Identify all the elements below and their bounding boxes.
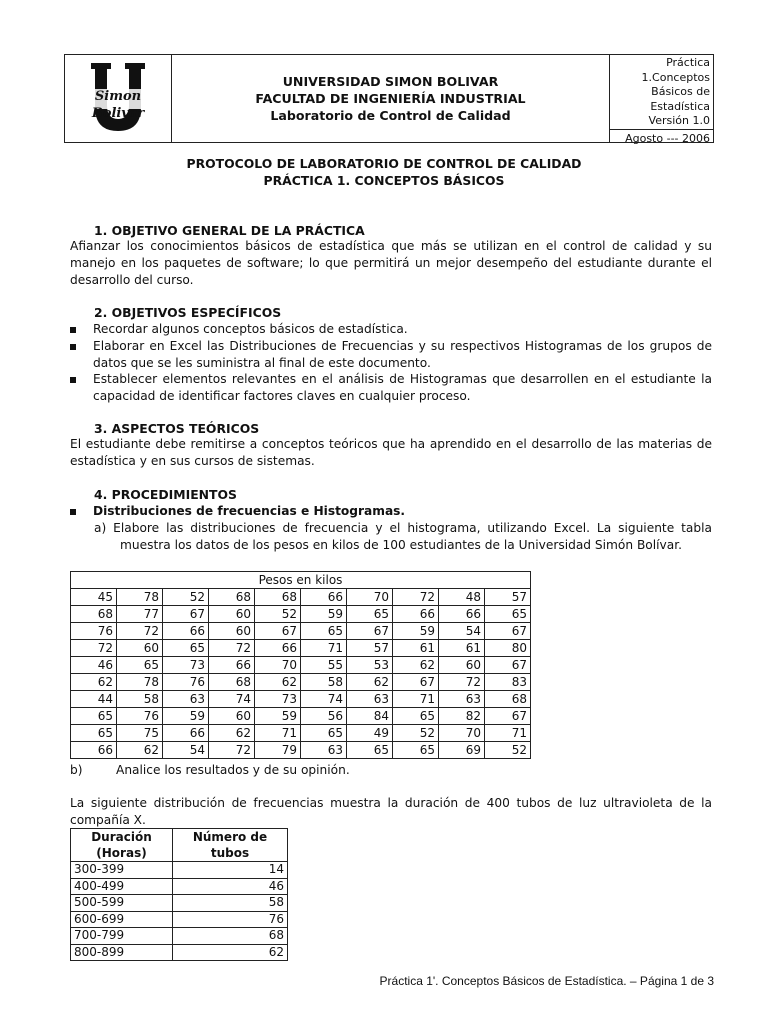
table-cell: 60 (209, 708, 255, 725)
table-cell: 46 (173, 878, 288, 895)
table-cell: 62 (71, 674, 117, 691)
procedure-b-label: b) (70, 763, 83, 777)
table-row (71, 572, 531, 589)
table-row (71, 862, 288, 879)
table-cell: 400-499 (71, 878, 173, 895)
table-cell: 67 (393, 674, 439, 691)
table-cell: 66 (255, 640, 301, 657)
table-row (71, 928, 288, 945)
table-cell: 74 (301, 691, 347, 708)
table-cell: 72 (209, 640, 255, 657)
table-row (71, 911, 288, 928)
table-cell: 500-599 (71, 895, 173, 912)
table-row (71, 708, 531, 725)
duration-table (70, 828, 288, 961)
table-cell: 59 (301, 606, 347, 623)
table-cell: 84 (347, 708, 393, 725)
table-cell: 62 (209, 725, 255, 742)
procedure-a-text: a) Elabore las distribuciones de frecuencia y el histograma, utilizando Excel. La siguiente tabla muestra los datos de los pesos en kilos de 100 estudiantes de la Universidad Simón Bolívar. (94, 521, 712, 552)
subsection-heading: Distribuciones de frecuencias e Histogramas. (93, 504, 406, 518)
table-cell: 62 (173, 944, 288, 961)
table-cell: 59 (163, 708, 209, 725)
table-cell: 62 (117, 742, 163, 759)
table-cell: 60 (439, 657, 485, 674)
table-cell: 83 (485, 674, 531, 691)
table-cell: 71 (301, 640, 347, 657)
table-cell: 66 (163, 725, 209, 742)
duration-table-body (71, 862, 288, 961)
table-cell: 69 (439, 742, 485, 759)
table-row (71, 944, 288, 961)
table-cell: 65 (301, 725, 347, 742)
section-4-heading: 4. PROCEDIMIENTOS (94, 487, 237, 502)
lab-name: Laboratorio de Control de Calidad (270, 108, 511, 123)
table-cell: 58 (301, 674, 347, 691)
header-titles (172, 55, 609, 142)
column-header (173, 829, 288, 862)
column-header-line: Número de (192, 830, 268, 844)
university-logo (65, 55, 172, 142)
table-row (71, 657, 531, 674)
table-cell: 79 (255, 742, 301, 759)
table-cell: 60 (209, 606, 255, 623)
table-cell: 65 (117, 657, 163, 674)
table-cell: 61 (439, 640, 485, 657)
table-cell: 63 (163, 691, 209, 708)
doc-info-line: Básicos de (651, 85, 710, 98)
list-item (70, 371, 712, 405)
table-row (71, 606, 531, 623)
table-row (71, 742, 531, 759)
table-cell: 57 (347, 640, 393, 657)
table-cell: 63 (301, 742, 347, 759)
table-row (71, 640, 531, 657)
table-cell: 65 (71, 708, 117, 725)
table-cell: 80 (485, 640, 531, 657)
table-cell: 65 (393, 742, 439, 759)
section-2-heading: 2. OBJETIVOS ESPECÍFICOS (94, 305, 282, 320)
table-cell: 76 (163, 674, 209, 691)
table-cell: 72 (209, 742, 255, 759)
table-cell: 44 (71, 691, 117, 708)
document-header (64, 54, 714, 143)
table-row (71, 589, 531, 606)
table-cell: 67 (485, 708, 531, 725)
table-cell: 66 (71, 742, 117, 759)
table-cell: 53 (347, 657, 393, 674)
table-cell: 66 (301, 589, 347, 606)
table-cell: 67 (255, 623, 301, 640)
table-cell: 68 (173, 928, 288, 945)
table-cell: 54 (439, 623, 485, 640)
table-cell: 55 (301, 657, 347, 674)
table-cell: 59 (255, 708, 301, 725)
list-item-text: Elaborar en Excel las Distribuciones de Frecuencias y su respectivos Histogramas de los grupos de datos que se les suministra al final de este documento. (93, 339, 712, 370)
faculty-name: FACULTAD DE INGENIERÍA INDUSTRIAL (255, 91, 526, 106)
table-caption: Pesos en kilos (71, 572, 531, 589)
table-cell: 59 (393, 623, 439, 640)
bullet-icon (70, 377, 76, 383)
table-cell: 75 (117, 725, 163, 742)
table-row (71, 725, 531, 742)
procedure-b-text: Analice los resultados y de su opinión. (116, 763, 350, 777)
distribution-intro: La siguiente distribución de frecuencias muestra la duración de 400 tubos de luz ultravioleta de la compañía X. (70, 796, 712, 827)
table-cell: 56 (301, 708, 347, 725)
table-cell: 65 (393, 708, 439, 725)
bullet-icon (70, 509, 76, 515)
list-item-text: Establecer elementos relevantes en el análisis de Histogramas que desarrollen en el estudiante la capacidad de identificar factores claves en cualquier proceso. (93, 372, 712, 403)
table-cell: 62 (347, 674, 393, 691)
table-cell: 14 (173, 862, 288, 879)
doc-info-line: Agosto --- 2006 (625, 131, 710, 145)
practice-title: PRÁCTICA 1. CONCEPTOS BÁSICOS (263, 173, 505, 188)
table-cell: 65 (347, 606, 393, 623)
column-header-line: (Horas) (96, 846, 147, 860)
list-item (70, 338, 712, 372)
table-cell: 68 (209, 674, 255, 691)
table-cell: 70 (347, 589, 393, 606)
table-cell: 300-399 (71, 862, 173, 879)
table-cell: 58 (117, 691, 163, 708)
table-cell: 65 (485, 606, 531, 623)
university-name: UNIVERSIDAD SIMON BOLIVAR (282, 74, 499, 89)
doc-info-line: 1.Conceptos (641, 70, 710, 84)
weights-table (70, 571, 531, 759)
column-header-line: tubos (210, 846, 250, 860)
table-cell: 65 (347, 742, 393, 759)
table-cell: 68 (71, 606, 117, 623)
table-cell: 60 (209, 623, 255, 640)
table-cell: 73 (255, 691, 301, 708)
protocol-title: PROTOCOLO DE LABORATORIO DE CONTROL DE CALIDAD (186, 156, 582, 171)
table-row (71, 878, 288, 895)
table-cell: 76 (117, 708, 163, 725)
table-cell: 67 (485, 657, 531, 674)
table-cell: 60 (117, 640, 163, 657)
column-header-line: Duración (91, 830, 152, 844)
logo-script-text: Simon Bolivar (91, 89, 145, 121)
table-cell: 46 (71, 657, 117, 674)
table-cell: 52 (393, 725, 439, 742)
table-cell: 63 (347, 691, 393, 708)
table-cell: 65 (301, 623, 347, 640)
list-item (70, 321, 712, 338)
page-footer: Práctica 1'. Conceptos Básicos de Estadística. – Página 1 de 3 (379, 974, 714, 988)
section-3-text: El estudiante debe remitirse a conceptos teóricos que ha aprendido en el desarrollo de las materias de estadística y en sus cursos de sistemas. (70, 437, 712, 468)
table-cell: 70 (255, 657, 301, 674)
table-cell: 57 (485, 589, 531, 606)
table-cell: 71 (255, 725, 301, 742)
doc-info-line: Versión 1.0 (610, 114, 713, 130)
table-cell: 82 (439, 708, 485, 725)
bullet-icon (70, 344, 76, 350)
table-cell: 68 (209, 589, 255, 606)
section-1-heading: 1. OBJETIVO GENERAL DE LA PRÁCTICA (94, 223, 365, 238)
table-cell: 600-699 (71, 911, 173, 928)
table-cell: 65 (163, 640, 209, 657)
table-cell: 70 (439, 725, 485, 742)
table-cell: 63 (439, 691, 485, 708)
table-cell: 58 (173, 895, 288, 912)
procedure-a (94, 520, 712, 554)
table-cell: 72 (393, 589, 439, 606)
table-cell: 61 (393, 640, 439, 657)
table-cell: 68 (485, 691, 531, 708)
table-cell: 66 (209, 657, 255, 674)
table-row (71, 691, 531, 708)
table-cell: 71 (393, 691, 439, 708)
section-3-heading: 3. ASPECTOS TEÓRICOS (94, 421, 260, 436)
table-cell: 700-799 (71, 928, 173, 945)
table-row (71, 895, 288, 912)
table-cell: 52 (163, 589, 209, 606)
table-cell: 66 (439, 606, 485, 623)
table-cell: 71 (485, 725, 531, 742)
table-cell: 67 (347, 623, 393, 640)
table-cell: 66 (163, 623, 209, 640)
column-header (71, 829, 173, 862)
table-cell: 67 (163, 606, 209, 623)
table-cell: 67 (485, 623, 531, 640)
weights-table-body (71, 589, 531, 759)
table-cell: 74 (209, 691, 255, 708)
table-cell: 800-899 (71, 944, 173, 961)
bullet-icon (70, 327, 76, 333)
doc-info-line: Práctica (666, 56, 710, 69)
table-header-row (71, 829, 288, 862)
list-item-text: Recordar algunos conceptos básicos de estadística. (93, 322, 408, 336)
table-cell: 73 (163, 657, 209, 674)
list-item (70, 503, 712, 520)
table-row (71, 623, 531, 640)
table-cell: 76 (71, 623, 117, 640)
table-row (71, 674, 531, 691)
table-cell: 72 (439, 674, 485, 691)
table-cell: 52 (255, 606, 301, 623)
table-cell: 49 (347, 725, 393, 742)
doc-info-line: Estadística (650, 99, 710, 113)
table-cell: 66 (393, 606, 439, 623)
table-cell: 52 (485, 742, 531, 759)
section-1-text: Afianzar los conocimientos básicos de estadística que más se utilizan en el control de calidad y su manejo en los paquetes de software; lo que permitirá un mejor desempeño del estudiante durante el desarrollo del curso. (70, 239, 712, 287)
table-cell: 76 (173, 911, 288, 928)
table-cell: 48 (439, 589, 485, 606)
table-cell: 62 (255, 674, 301, 691)
document-info (609, 55, 713, 145)
table-cell: 68 (255, 589, 301, 606)
table-cell: 65 (71, 725, 117, 742)
table-cell: 78 (117, 674, 163, 691)
table-cell: 54 (163, 742, 209, 759)
table-cell: 62 (393, 657, 439, 674)
table-cell: 78 (117, 589, 163, 606)
table-cell: 77 (117, 606, 163, 623)
table-cell: 45 (71, 589, 117, 606)
table-cell: 72 (117, 623, 163, 640)
table-cell: 72 (71, 640, 117, 657)
